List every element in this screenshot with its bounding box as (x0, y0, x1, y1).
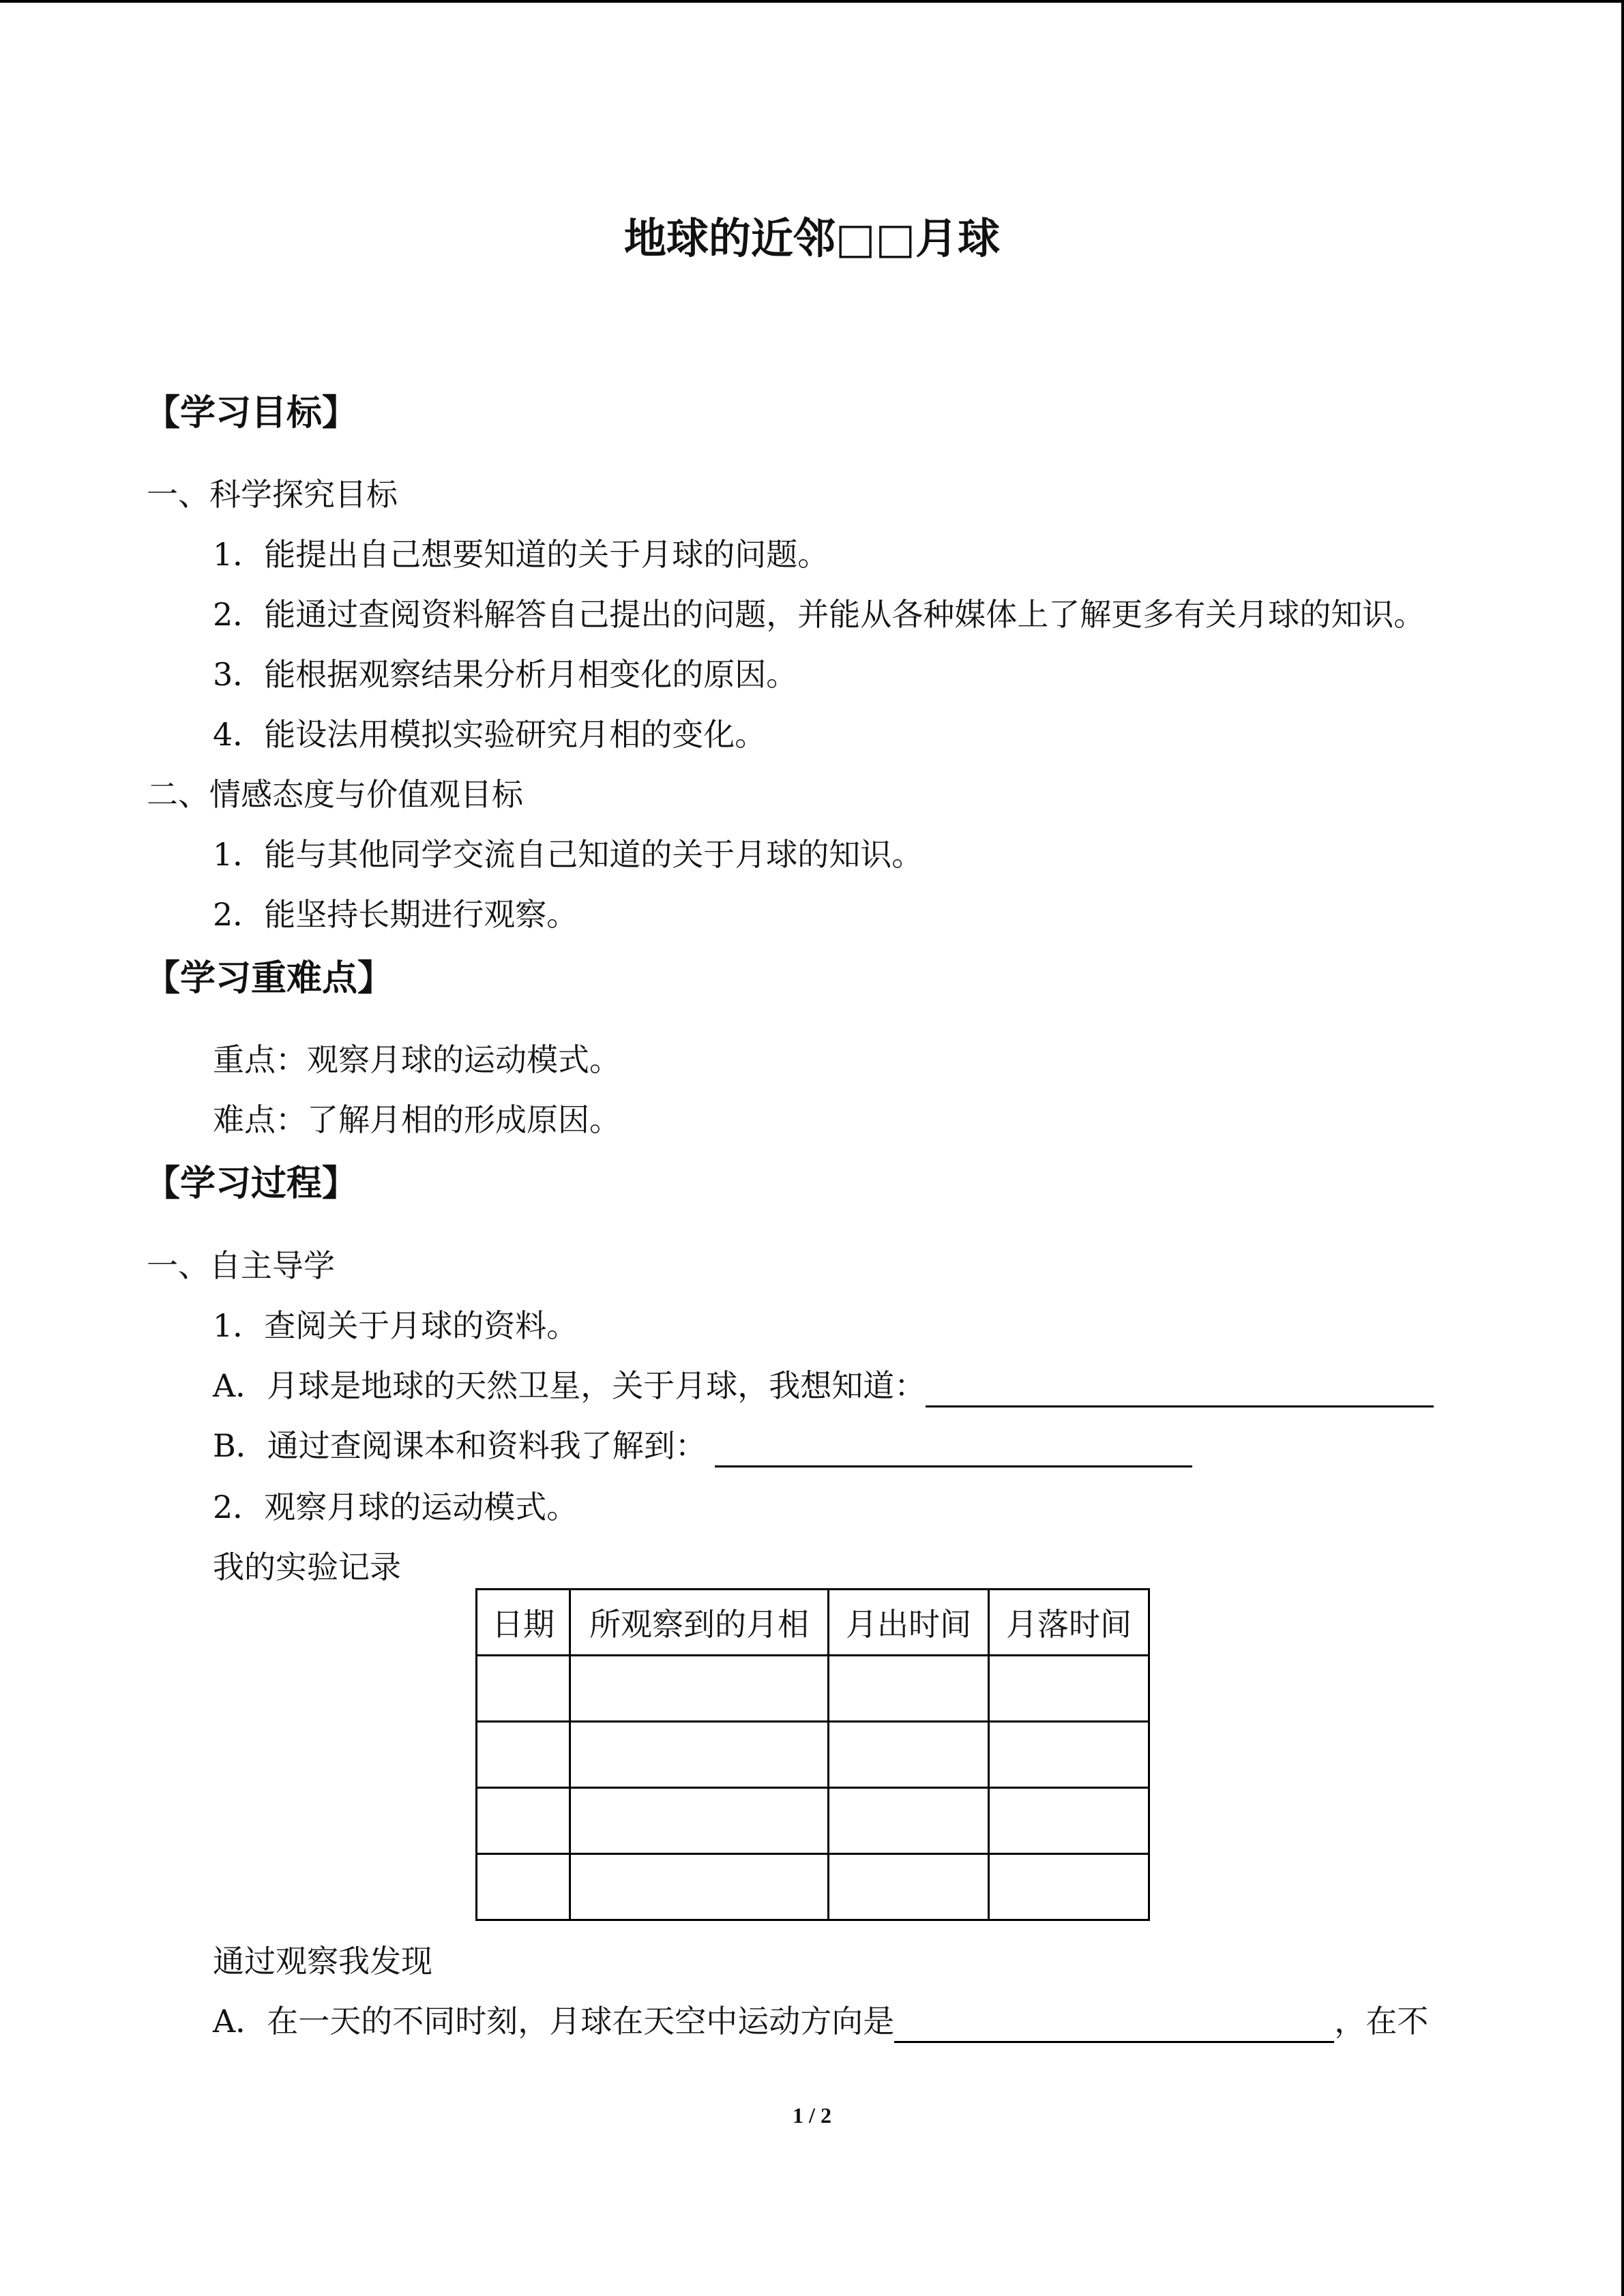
answer-blank-1a[interactable] (926, 1370, 1434, 1407)
table-cell[interactable] (829, 1722, 989, 1788)
process-question-1a (213, 1364, 1434, 1407)
process-question-1b (213, 1424, 1192, 1467)
table-cell[interactable] (989, 1788, 1149, 1854)
table-cell[interactable] (829, 1788, 989, 1854)
objectives-sub1-label: 一、科学探究目标 (147, 476, 398, 513)
table-row (477, 1854, 1149, 1920)
findings-label: 通过观察我发现 (213, 1943, 432, 1980)
table-cell[interactable] (829, 1656, 989, 1722)
answer-blank-finding-a[interactable] (894, 2006, 1334, 2043)
header-moonset: 月落时间 (989, 1590, 1149, 1656)
finding-a-tail: ，在不 (1334, 2003, 1429, 2040)
process-question-2: 2．观察月球的运动模式。 (213, 1489, 578, 1525)
record-label: 我的实验记录 (213, 1549, 401, 1585)
table-row (477, 1656, 1149, 1722)
page-number: 1 / 2 (793, 2103, 831, 2128)
table-cell[interactable] (570, 1854, 829, 1920)
table-cell[interactable] (829, 1854, 989, 1920)
page-top-border (0, 0, 1624, 3)
header-moon-phase: 所观察到的月相 (570, 1590, 829, 1656)
header-moonrise: 月出时间 (829, 1590, 989, 1656)
table-header-row (477, 1590, 1149, 1656)
process-heading: 【学习过程】 (145, 1163, 358, 1204)
objective-item: 1．能提出自己想要知道的关于月球的问题。 (213, 536, 829, 573)
process-question-1: 1．查阅关于月球的资料。 (213, 1307, 578, 1344)
question-1b-text: B．通过查阅课本和资料我了解到： (213, 1427, 707, 1464)
page-right-border (1621, 0, 1624, 2296)
finding-a-text: A．在一天的不同时刻，月球在天空中运动方向是 (213, 2003, 895, 2040)
key-point-focus: 重点：观察月球的运动模式。 (213, 1041, 621, 1078)
table-cell[interactable] (989, 1722, 1149, 1788)
objective-item: 1．能与其他同学交流自己知道的关于月球的知识。 (213, 836, 924, 873)
header-date: 日期 (477, 1590, 570, 1656)
objectives-heading: 【学习目标】 (145, 392, 358, 434)
key-points-heading: 【学习重难点】 (145, 957, 394, 999)
process-sub1-label: 一、自主导学 (147, 1247, 335, 1284)
objectives-sub2-label: 二、情感态度与价值观目标 (147, 776, 523, 813)
table-cell[interactable] (570, 1722, 829, 1788)
observation-record-table (475, 1588, 1150, 1921)
objective-item: 2．能通过查阅资料解答自己提出的问题，并能从各种媒体上了解更多有关月球的知识。 (213, 596, 1426, 633)
finding-a (213, 1999, 1428, 2043)
table-cell[interactable] (477, 1788, 570, 1854)
table-row (477, 1722, 1149, 1788)
table-cell[interactable] (570, 1656, 829, 1722)
key-point-difficulty: 难点：了解月相的形成原因。 (213, 1101, 621, 1138)
table-cell[interactable] (989, 1854, 1149, 1920)
objective-item: 2．能坚持长期进行观察。 (213, 896, 578, 933)
objective-item: 3．能根据观察结果分析月相变化的原因。 (213, 656, 798, 693)
table-cell[interactable] (570, 1788, 829, 1854)
table-row (477, 1788, 1149, 1854)
table-cell[interactable] (477, 1722, 570, 1788)
page-title: 地球的近邻□□月球 (623, 213, 1001, 263)
table-cell[interactable] (989, 1656, 1149, 1722)
answer-blank-1b[interactable] (715, 1430, 1192, 1467)
table-cell[interactable] (477, 1656, 570, 1722)
table-cell[interactable] (477, 1854, 570, 1920)
question-1a-text: A．月球是地球的天然卫星，关于月球，我想知道： (213, 1367, 926, 1404)
objective-item: 4．能设法用模拟实验研究月相的变化。 (213, 716, 767, 753)
